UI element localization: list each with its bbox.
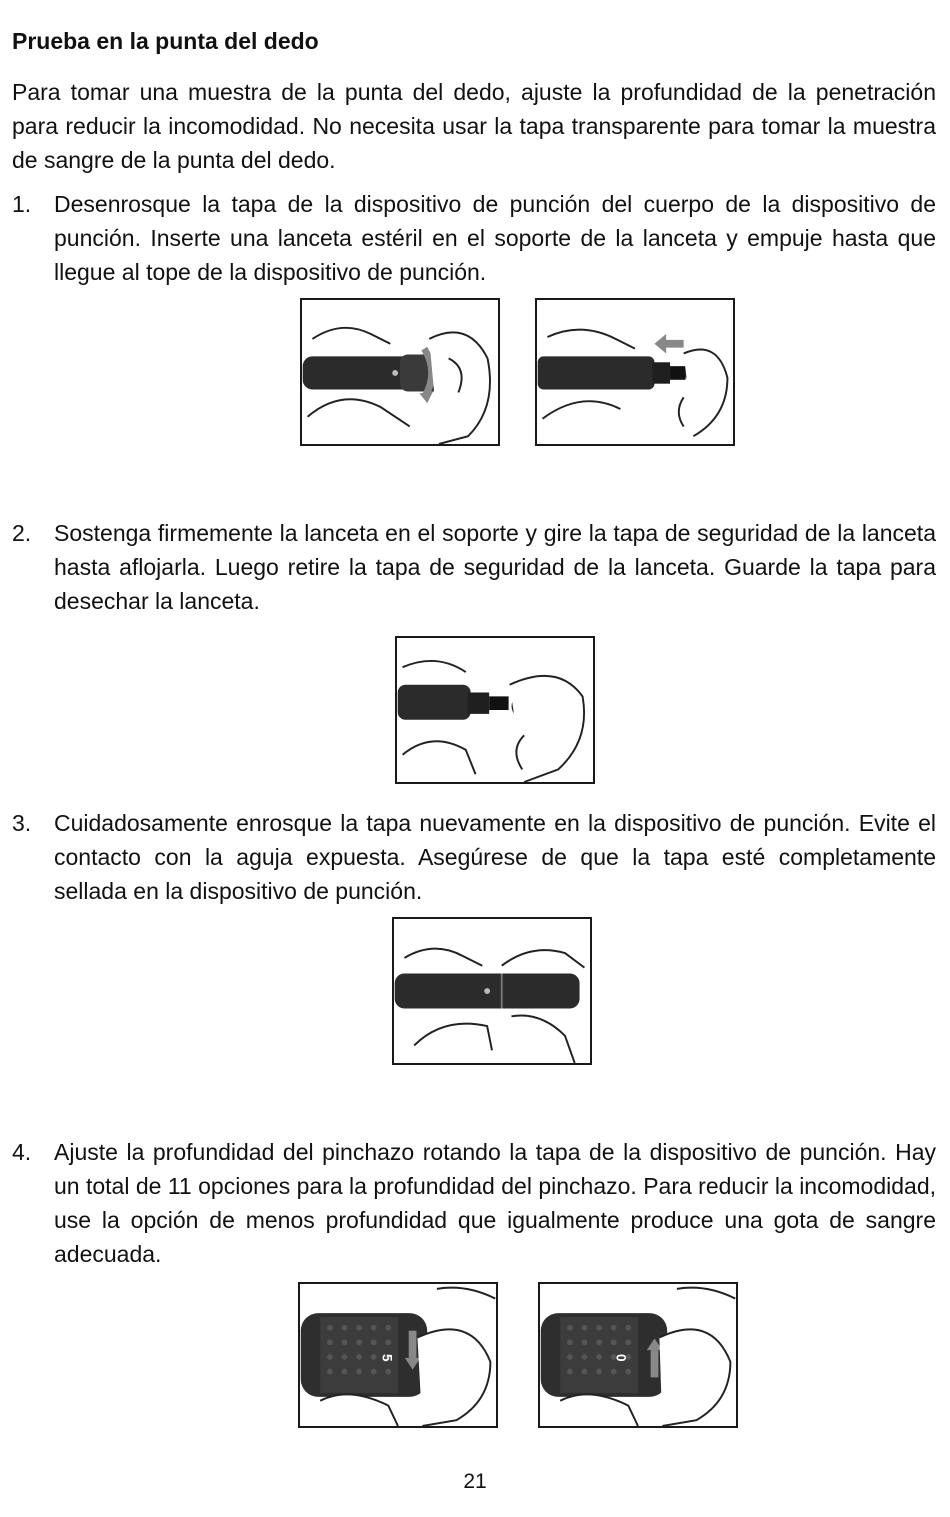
- step-text: Desenrosque la tapa de la dispositivo de punción del cuerpo de la dispositivo de punción. Inserte una lanceta estéril en el soporte de la lanceta y empuje hasta que llegue al tope de la dispositivo de punción.: [54, 191, 936, 285]
- figure-depth-decrease: [298, 1282, 498, 1428]
- page-title: Prueba en la punta del dedo: [12, 28, 319, 54]
- figure-depth-increase: [538, 1282, 738, 1428]
- step-1: [12, 187, 936, 289]
- step-text: Sostenga firmemente la lanceta en el soporte y gire la tapa de seguridad de la lanceta hasta aflojarla. Luego retire la tapa de seguridad de la lanceta. Guarde la tapa para desechar la lanceta.: [54, 520, 936, 614]
- step-number: 4.: [12, 1139, 32, 1165]
- step-text: Cuidadosamente enrosque la tapa nuevamente en la dispositivo de punción. Evite el contacto con la aguja expuesta. Asegúrese de que la tapa esté completamente sellada en la dispositivo de punción.: [54, 810, 936, 904]
- step-4: [12, 1135, 936, 1271]
- step-number: 3.: [12, 810, 32, 836]
- step-2: [12, 516, 936, 618]
- page-number: 21: [463, 1470, 487, 1493]
- step-text: Ajuste la profundidad del pinchazo rotando la tapa de la dispositivo de punción. Hay un total de 11 opciones para la profundidad del pinchazo. Para reducir la incomodidad, use la opción de menos profundidad que igualmente produce una gota de sangre adecuada.: [54, 1139, 936, 1267]
- intro-paragraph: Para tomar una muestra de la punta del dedo, ajuste la profundidad de la penetración para reducir la incomodidad. No necesita usar la tapa transparente para tomar la muestra de sangre de la punta del dedo.: [12, 79, 936, 173]
- figure-insert-lancet: [535, 298, 735, 446]
- depth-number: 0: [613, 1354, 629, 1362]
- figure-twist-safety-cap: [395, 636, 595, 784]
- step-number: 2.: [12, 520, 32, 546]
- depth-number: 5: [379, 1354, 395, 1362]
- step-3: [12, 806, 936, 908]
- figure-replace-cap: [392, 917, 592, 1065]
- step-number: 1.: [12, 191, 32, 217]
- figure-unscrew-cap: [300, 298, 500, 446]
